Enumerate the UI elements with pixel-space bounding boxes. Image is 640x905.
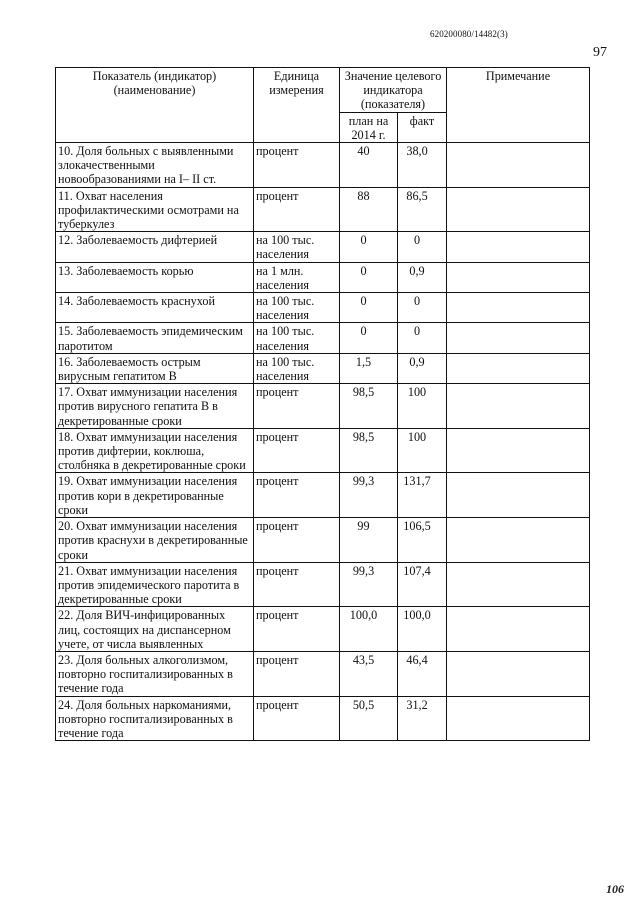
note-cell — [447, 187, 590, 232]
fact-value-cell: 0 — [398, 293, 447, 323]
table-row — [56, 232, 590, 262]
plan-value-cell: 0 — [340, 232, 398, 262]
fact-value-cell: 46,4 — [398, 651, 447, 696]
unit-cell: процент — [254, 384, 340, 429]
indicator-name-cell: 13. Заболеваемость корью — [56, 262, 254, 292]
table-row — [56, 143, 590, 188]
plan-value-cell: 1,5 — [340, 353, 398, 383]
fact-value-cell: 86,5 — [398, 187, 447, 232]
header-plan: план на 2014 г. — [340, 112, 398, 142]
note-cell — [447, 473, 590, 518]
unit-cell: на 1 млн. населения — [254, 262, 340, 292]
fact-value-cell: 0,9 — [398, 353, 447, 383]
plan-value-cell: 98,5 — [340, 384, 398, 429]
indicator-name-cell: 12. Заболеваемость дифтерией — [56, 232, 254, 262]
indicator-table — [55, 67, 590, 741]
indicator-name-cell: 17. Охват иммунизации населения против вирусного гепатита В в декретированные сроки — [56, 384, 254, 429]
plan-value-cell: 0 — [340, 293, 398, 323]
note-cell — [447, 607, 590, 652]
indicator-name-cell: 16. Заболеваемость острым вирусным гепатитом В — [56, 353, 254, 383]
fact-value-cell: 31,2 — [398, 696, 447, 741]
plan-value-cell: 99,3 — [340, 562, 398, 607]
table-row — [56, 428, 590, 473]
table-row — [56, 473, 590, 518]
fact-value-cell: 131,7 — [398, 473, 447, 518]
note-cell — [447, 323, 590, 353]
header-note: Примечание — [447, 68, 590, 143]
note-cell — [447, 518, 590, 563]
note-cell — [447, 696, 590, 741]
unit-cell: на 100 тыс. населения — [254, 232, 340, 262]
unit-cell: процент — [254, 562, 340, 607]
fact-value-cell: 100,0 — [398, 607, 447, 652]
table-row — [56, 293, 590, 323]
unit-cell: процент — [254, 651, 340, 696]
plan-value-cell: 98,5 — [340, 428, 398, 473]
fact-value-cell: 106,5 — [398, 518, 447, 563]
unit-cell: процент — [254, 428, 340, 473]
table-row — [56, 562, 590, 607]
table-row — [56, 518, 590, 563]
fact-value-cell: 100 — [398, 428, 447, 473]
plan-value-cell: 0 — [340, 323, 398, 353]
table-row — [56, 607, 590, 652]
header-fact: факт — [398, 112, 447, 142]
unit-cell: на 100 тыс. населения — [254, 323, 340, 353]
indicator-name-cell: 18. Охват иммунизации населения против дифтерии, коклюша, столбняка в декретированные сроки — [56, 428, 254, 473]
unit-cell: на 100 тыс. населения — [254, 353, 340, 383]
note-cell — [447, 651, 590, 696]
table-row — [56, 187, 590, 232]
unit-cell: процент — [254, 696, 340, 741]
handwritten-page-number: 106 — [606, 882, 624, 896]
plan-value-cell: 43,5 — [340, 651, 398, 696]
document-number: 620200080/14482(3) — [430, 29, 508, 39]
indicator-name-cell: 23. Доля больных алкоголизмом, повторно госпитализированных в течение года — [56, 651, 254, 696]
unit-cell: процент — [254, 187, 340, 232]
table-row — [56, 323, 590, 353]
indicator-name-cell: 14. Заболеваемость краснухой — [56, 293, 254, 323]
table-header-row — [56, 68, 590, 113]
indicator-name-cell: 24. Доля больных наркоманиями, повторно госпитализированных в течение года — [56, 696, 254, 741]
header-value: Значение целевого индикатора (показателя) — [340, 68, 447, 113]
header-indicator: Показатель (индикатор) (наименование) — [56, 68, 254, 143]
fact-value-cell: 0 — [398, 232, 447, 262]
page-number: 97 — [593, 45, 607, 60]
note-cell — [447, 262, 590, 292]
note-cell — [447, 562, 590, 607]
note-cell — [447, 428, 590, 473]
table-row — [56, 262, 590, 292]
note-cell — [447, 232, 590, 262]
fact-value-cell: 0,9 — [398, 262, 447, 292]
note-cell — [447, 384, 590, 429]
fact-value-cell: 100 — [398, 384, 447, 429]
plan-value-cell: 0 — [340, 262, 398, 292]
table-body — [56, 143, 590, 741]
indicator-name-cell: 11. Охват населения профилактическими осмотрами на туберкулез — [56, 187, 254, 232]
table-row — [56, 353, 590, 383]
unit-cell: на 100 тыс. населения — [254, 293, 340, 323]
note-cell — [447, 293, 590, 323]
indicator-name-cell: 21. Охват иммунизации населения против эпидемического паротита в декретированные сроки — [56, 562, 254, 607]
note-cell — [447, 143, 590, 188]
plan-value-cell: 50,5 — [340, 696, 398, 741]
unit-cell: процент — [254, 607, 340, 652]
indicator-name-cell: 20. Охват иммунизации населения против краснухи в декретированные сроки — [56, 518, 254, 563]
plan-value-cell: 88 — [340, 187, 398, 232]
table-row — [56, 384, 590, 429]
unit-cell: процент — [254, 473, 340, 518]
indicator-name-cell: 10. Доля больных с выявленными злокачественными новообразованиями на I– II ст. — [56, 143, 254, 188]
plan-value-cell: 40 — [340, 143, 398, 188]
plan-value-cell: 99,3 — [340, 473, 398, 518]
indicator-name-cell: 19. Охват иммунизации населения против кори в декретированные сроки — [56, 473, 254, 518]
fact-value-cell: 107,4 — [398, 562, 447, 607]
unit-cell: процент — [254, 143, 340, 188]
fact-value-cell: 0 — [398, 323, 447, 353]
unit-cell: процент — [254, 518, 340, 563]
header-unit: Единица измерения — [254, 68, 340, 143]
indicator-name-cell: 15. Заболеваемость эпидемическим паротитом — [56, 323, 254, 353]
indicator-name-cell: 22. Доля ВИЧ-инфицированных лиц, состоящих на диспансерном учете, от числа выявленных — [56, 607, 254, 652]
table-row — [56, 651, 590, 696]
plan-value-cell: 99 — [340, 518, 398, 563]
table-row — [56, 696, 590, 741]
fact-value-cell: 38,0 — [398, 143, 447, 188]
note-cell — [447, 353, 590, 383]
plan-value-cell: 100,0 — [340, 607, 398, 652]
